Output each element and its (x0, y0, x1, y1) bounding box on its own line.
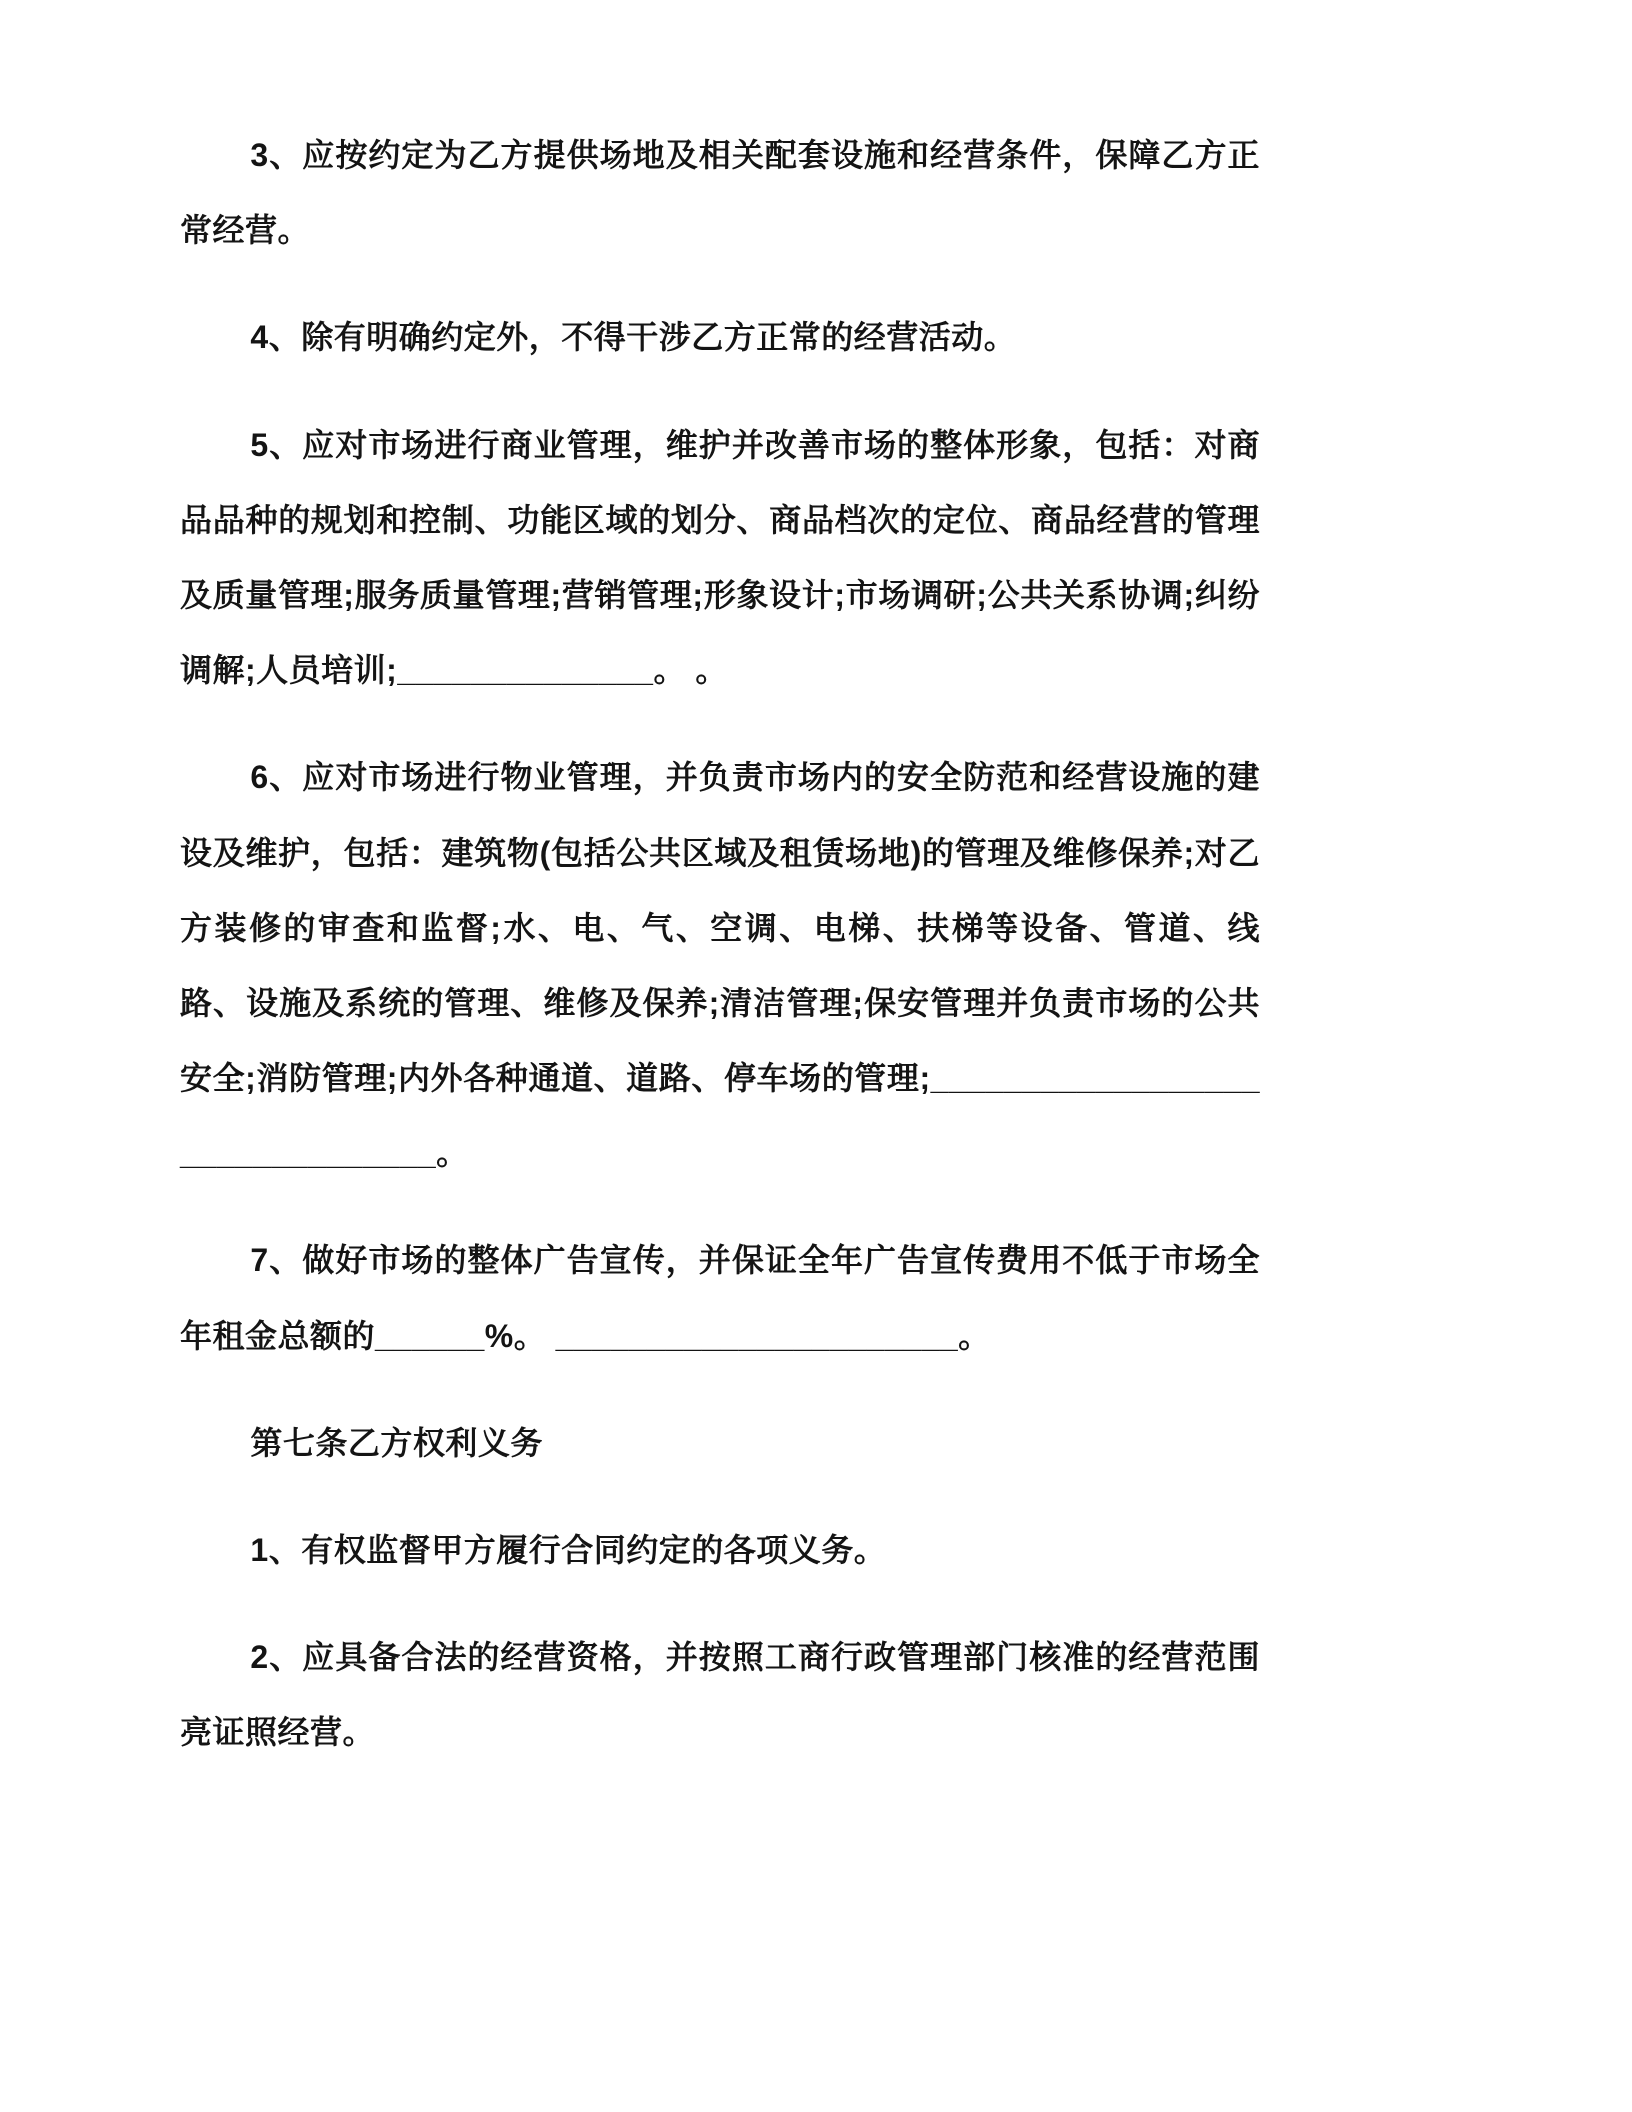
contract-paragraph-3: 3、应按约定为乙方提供场地及相关配套设施和经营条件，保障乙方正常经营。 (180, 137, 1260, 249)
contract-paragraph-6: 6、应对市场进行物业管理，并负责市场内的安全防范和经营设施的建设及维护，包括：建筑物(包括公共区域及租赁场地)的管理及维修保养;对乙方装修的审查和监督;水、电、气、空调、电梯、扶梯等设备、管道、线路、设施及系统的管理、维修及保养;清洁管理;保安管理并负责市场的公共安全;消防管理;内外各种通道、道路、停车场的管理;________________________________。 (180, 759, 1260, 1172)
contract-paragraph-b1: 1、有权监督甲方履行合同约定的各项义务。 (250, 1532, 887, 1568)
contract-paragraph-4: 4、除有明确约定外，不得干涉乙方正常的经营活动。 (250, 319, 1017, 356)
contract-paragraph-7: 7、做好市场的整体广告宣传，并保证全年广告宣传费用不低于市场全年租金总额的______%。 ______________________。 (180, 1242, 1260, 1354)
contract-paragraph-5: 5、应对市场进行商业管理，维护并改善市场的整体形象，包括：对商品品种的规划和控制、功能区域的划分、商品档次的定位、商品经营的管理及质量管理;服务质量管理;营销管理;形象设计;市场调研;公共关系协调;纠纷调解;人员培训;______________。 。 (180, 426, 1260, 689)
contract-paragraph-b2: 2、应具备合法的经营资格，并按照工商行政管理部门核准的经营范围亮证照经营。 (180, 1639, 1260, 1751)
section-heading-article-7: 第七条乙方权利义务 (250, 1424, 543, 1461)
